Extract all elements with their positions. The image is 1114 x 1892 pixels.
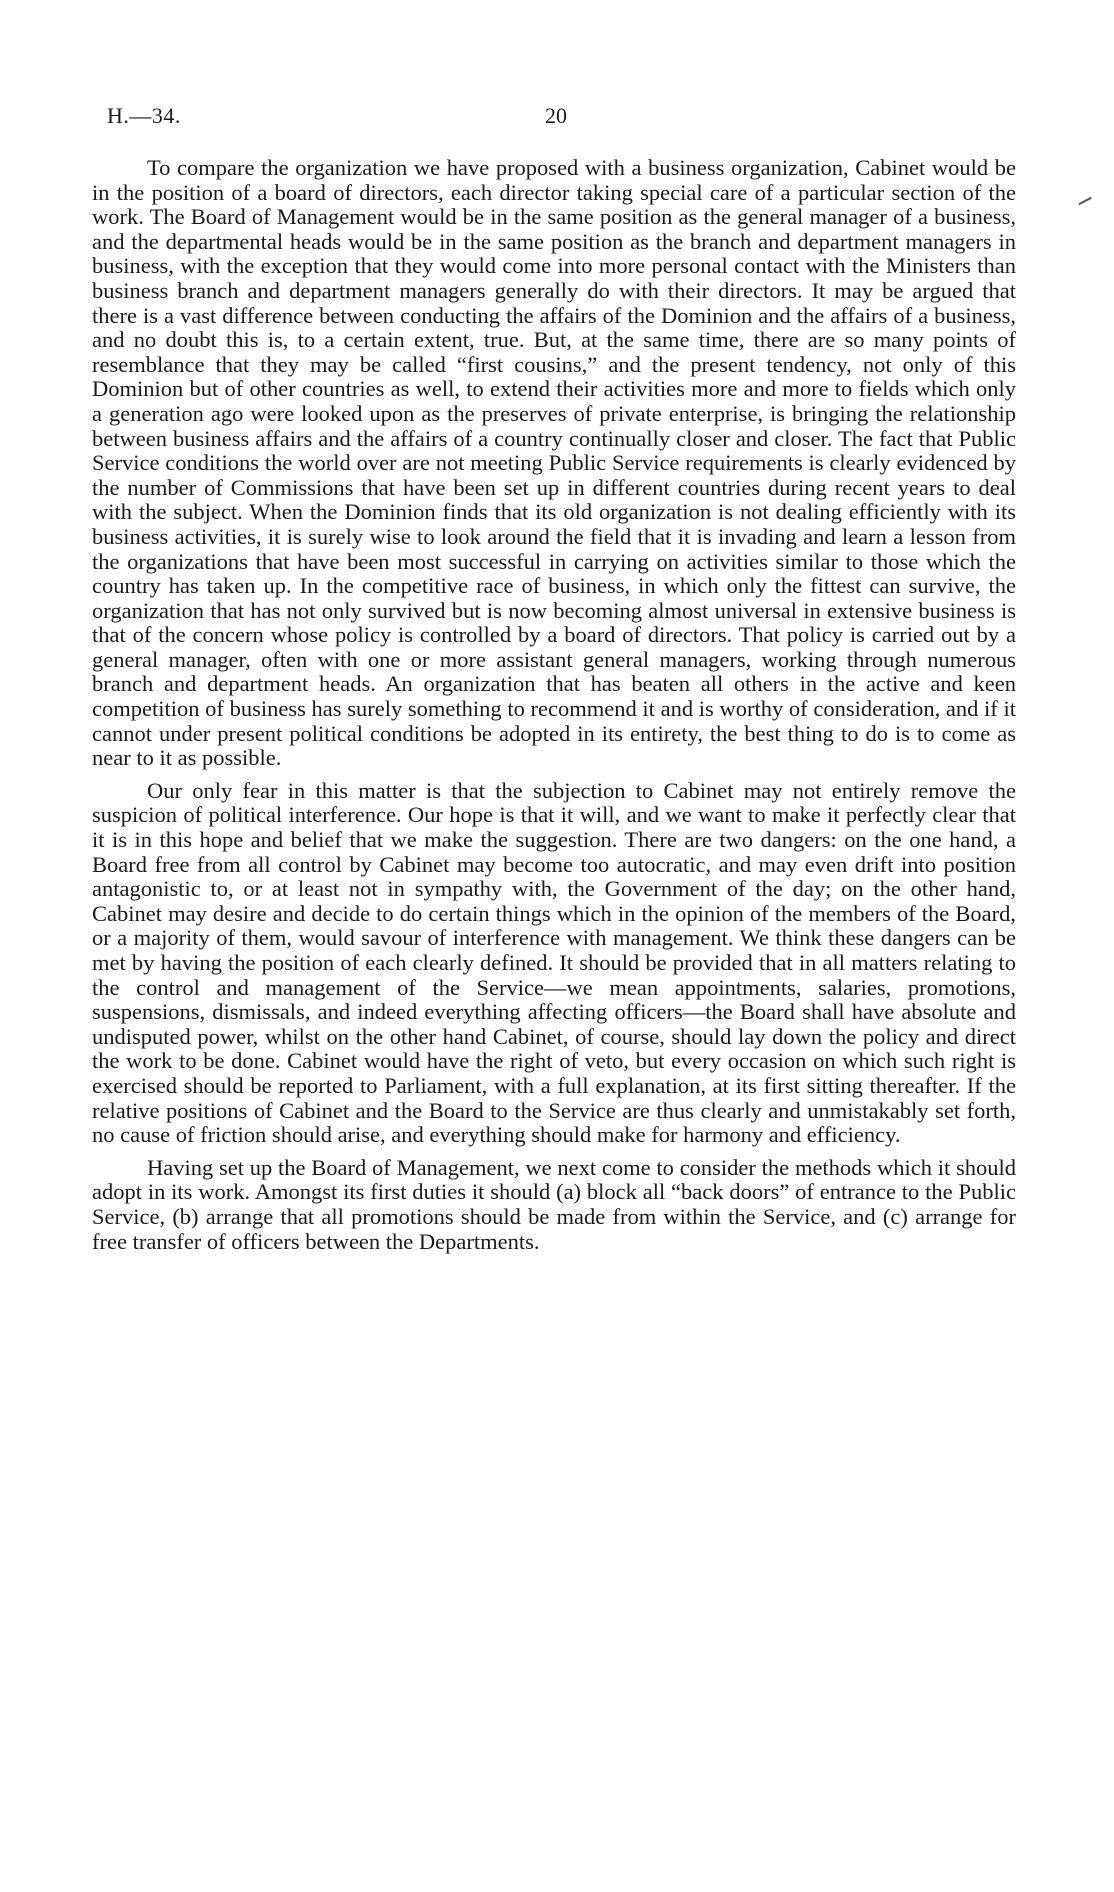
paragraph-board-methods: Having set up the Board of Management, we next come to consider the methods which it should adopt in its work. Amongst its first duties it should (a) block all “back doors” of entrance to the Public Service, (b) arrange that all promotions should be made from within the Service, and (c) arrange for free transfer of officers between the Departments. [92, 1154, 1016, 1254]
document-reference: H.—34. [107, 103, 181, 128]
margin-pencil-mark [1078, 197, 1091, 205]
body-text [92, 156, 1016, 1262]
page-number: 20 [545, 103, 567, 128]
paragraph-business-comparison: To compare the organization we have proposed with a business organization, Cabinet would be in the position of a board of directors, each director taking special care of a particular section of the work. The Board of Management would be in the same position as the general manager of a business, and the departmental heads would be in the same position as the branch and department managers in business, with the exception that they would come into more personal contact with the Ministers than business branch and department managers generally do with their directors. It may be argued that there is a vast difference between conducting the affairs of the Dominion and the affairs of a business, and no doubt this is, to a certain extent, true. But, at the same time, there are so many points of resemblance that they may be called “first cousins,” and the present tendency, not only of this Dominion but of other countries as well, to extend their activities more and more to fields which only a generation ago were looked upon as the preserves of private enterprise, is bringing the relationship between business affairs and the affairs of a country continually closer and closer. The fact that Public Service conditions the world over are not meeting Public Service requirements is clearly evidenced by the number of Commissions that have been set up in different countries during recent years to deal with the subject. When the Dominion finds that its old organization is not dealing efficiently with its business activities, it is surely wise to look around the field that it is invading and learn a lesson from the organizations that have been most successful in carrying on activities similar to those which the country has taken up. In the competitive race of business, in which only the fittest can survive, the organization that has not only survived but is now becoming almost universal in extensive business is that of the concern whose policy is controlled by a board of directors. That policy is carried out by a general manager, often with one or more assistant general managers, working through numerous branch and department heads. An organization that has beaten all others in the active and keen competition of business has surely something to recommend it and is worthy of consideration, and if it cannot under present political conditions be adopted in its entirety, the best thing to do is to come as near to it as possible. [92, 155, 1016, 771]
paragraph-political-interference: Our only fear in this matter is that the subjection to Cabinet may not entirely remove the suspicion of political interference. Our hope is that it will, and we want to make it perfectly clear that it is in this hope and belief that we make the suggestion. There are two dangers: on the one hand, a Board free from all control by Cabinet may become too autocratic, and may even drift into position antagonistic to, or at least not in sympathy with, the Government of the day; on the other hand, Cabinet may desire and decide to do certain things which in the opinion of the members of the Board, or a majority of them, would savour of interference with management. We think these dangers can be met by having the position of each clearly defined. It should be provided that in all matters relating to the control and management of the Service—we mean appointments, salaries, promotions, suspensions, dismissals, and indeed everything affecting officers—the Board shall have absolute and undisputed power, whilst on the other hand Cabinet, of course, should lay down the policy and direct the work to be done. Cabinet would have the right of veto, but every occasion on which such right is exercised should be reported to Parliament, with a full explanation, at its first sitting thereafter. If the relative positions of Cabinet and the Board to the Service are thus clearly and unmistakably set forth, no cause of friction should arise, and everything should make for harmony and efficiency. [92, 777, 1016, 1148]
